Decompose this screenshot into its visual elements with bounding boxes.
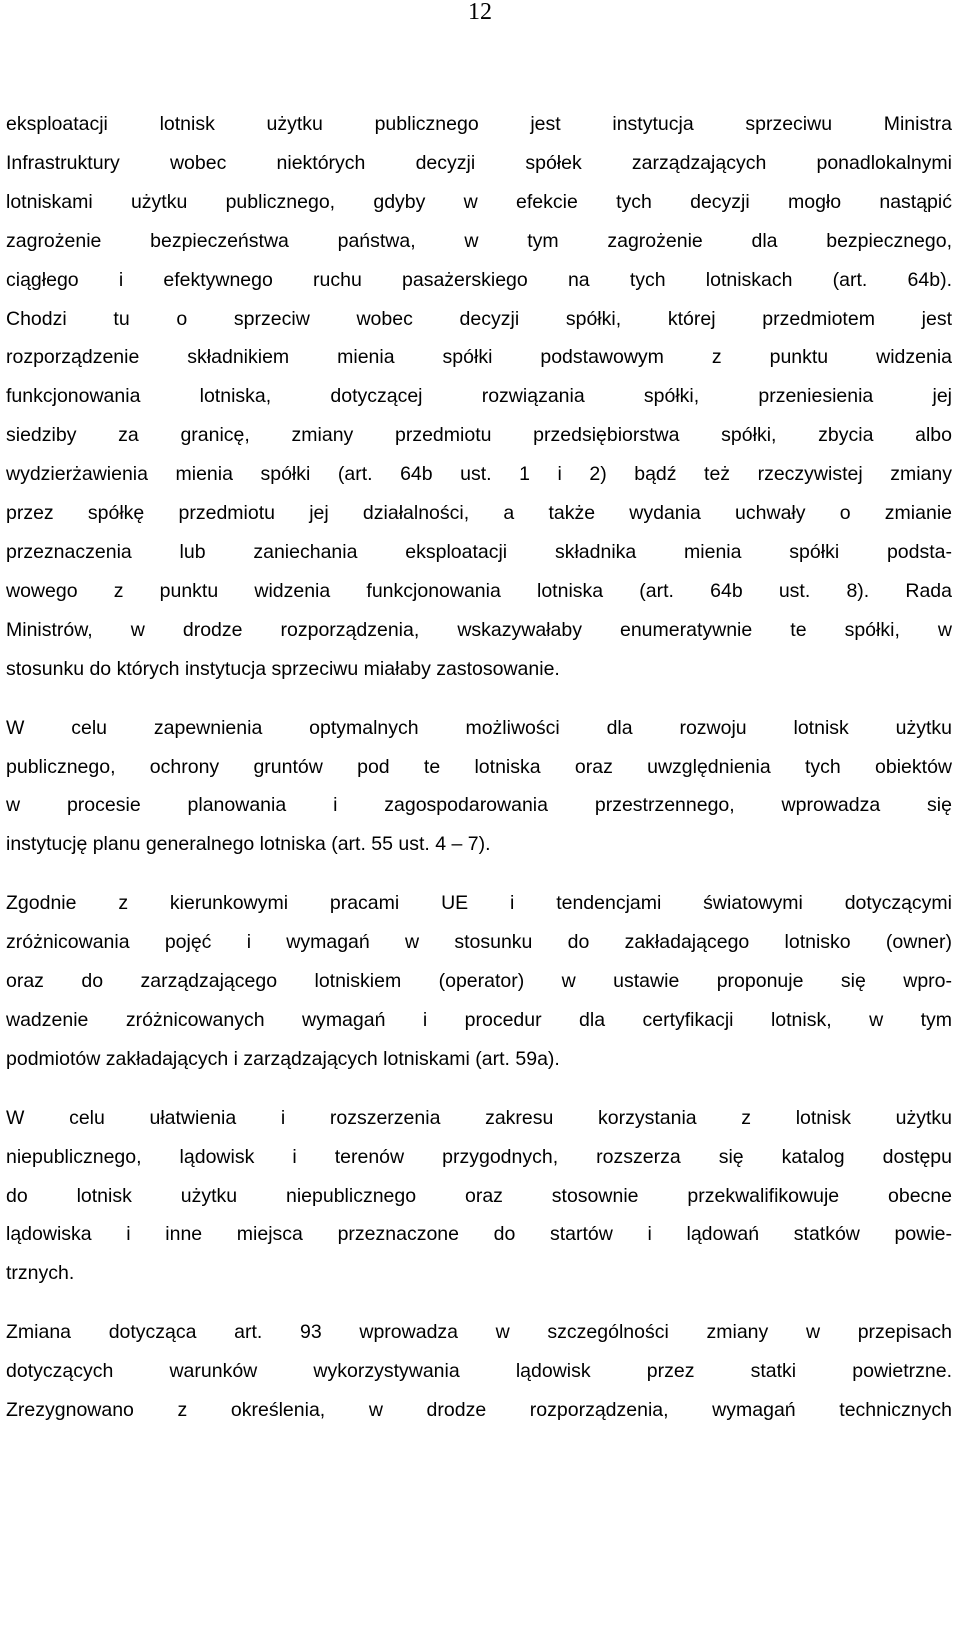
text-line: rozporządzenie składnikiem mienia spółki podstawowym z punktu widzenia	[6, 346, 952, 369]
text-line: W celu ułatwienia i rozszerzenia zakresu korzystania z lotnisk użytku	[6, 1106, 952, 1129]
paragraph-5	[6, 1313, 952, 1430]
text-line: dotyczących warunków wykorzystywania lądowisk przez statki powietrzne.	[6, 1360, 952, 1383]
text-line: przez spółkę przedmiotu jej działalności, a także wydania uchwały o zmianie	[6, 502, 952, 525]
text-line: zagrożenie bezpieczeństwa państwa, w tym zagrożenie dla bezpiecznego,	[6, 229, 952, 252]
text-line: publicznego, ochrony gruntów pod te lotniska oraz uwzględnienia tych obiektów	[6, 755, 952, 778]
text-line: Ministrów, w drodze rozporządzenia, wskazywałaby enumeratywnie te spółki, w	[6, 618, 952, 641]
text-line: niepublicznego, lądowisk i terenów przygodnych, rozszerza się katalog dostępu	[6, 1145, 952, 1168]
text-line: stosunku do których instytucja sprzeciwu miałaby zastosowanie.	[6, 657, 560, 680]
text-line: oraz do zarządzającego lotniskiem (operator) w ustawie proponuje się wpro-	[6, 970, 952, 993]
text-line: wadzenie zróżnicowanych wymagań i procedur dla certyfikacji lotnisk, w tym	[6, 1008, 952, 1031]
text-line: przeznaczenia lub zaniechania eksploatacji składnika mienia spółki podsta-	[6, 540, 952, 563]
page-number: 12	[468, 0, 492, 25]
text-line: podmiotów zakładających i zarządzających lotniskami (art. 59a).	[6, 1047, 560, 1070]
paragraph-1	[6, 105, 952, 689]
text-line: W celu zapewnienia optymalnych możliwości dla rozwoju lotnisk użytku	[6, 716, 952, 739]
text-line: lądowiska i inne miejsca przeznaczone do startów i lądowań statków powie-	[6, 1223, 952, 1246]
text-line: wowego z punktu widzenia funkcjonowania lotniska (art. 64b ust. 8). Rada	[6, 579, 952, 602]
document-body	[6, 105, 952, 1450]
paragraph-2	[6, 709, 952, 865]
paragraph-3	[6, 884, 952, 1079]
text-line: Zgodnie z kierunkowymi pracami UE i tendencjami światowymi dotyczącymi	[6, 892, 952, 915]
text-line: wydzierżawienia mienia spółki (art. 64b ust. 1 i 2) bądź też rzeczywistej zmiany	[6, 463, 952, 486]
paragraph-4	[6, 1099, 952, 1294]
text-line: Zmiana dotycząca art. 93 wprowadza w szczególności zmiany w przepisach	[6, 1321, 952, 1344]
text-line: siedziby za granicę, zmiany przedmiotu przedsiębiorstwa spółki, zbycia albo	[6, 424, 952, 447]
text-line: ciągłego i efektywnego ruchu pasażerskiego na tych lotniskach (art. 64b).	[6, 268, 952, 291]
text-line: trznych.	[6, 1262, 75, 1285]
text-line: funkcjonowania lotniska, dotyczącej rozwiązania spółki, przeniesienia jej	[6, 385, 952, 408]
text-line: instytucję planu generalnego lotniska (art. 55 ust. 4 – 7).	[6, 833, 491, 856]
text-line: Chodzi tu o sprzeciw wobec decyzji spółki, której przedmiotem jest	[6, 307, 952, 330]
text-line: w procesie planowania i zagospodarowania przestrzennego, wprowadza się	[6, 794, 952, 817]
text-line: Infrastruktury wobec niektórych decyzji spółek zarządzających ponadlokalnymi	[6, 151, 952, 174]
text-line: eksploatacji lotnisk użytku publicznego jest instytucja sprzeciwu Ministra	[6, 113, 952, 135]
text-line: do lotnisk użytku niepublicznego oraz stosownie przekwalifikowuje obecne	[6, 1184, 952, 1207]
text-line: lotniskami użytku publicznego, gdyby w efekcie tych decyzji mogło nastąpić	[6, 190, 952, 213]
text-line: zróżnicowania pojęć i wymagań w stosunku do zakładającego lotnisko (owner)	[6, 931, 952, 954]
text-line: Zrezygnowano z określenia, w drodze rozporządzenia, wymagań technicznych	[6, 1399, 952, 1422]
